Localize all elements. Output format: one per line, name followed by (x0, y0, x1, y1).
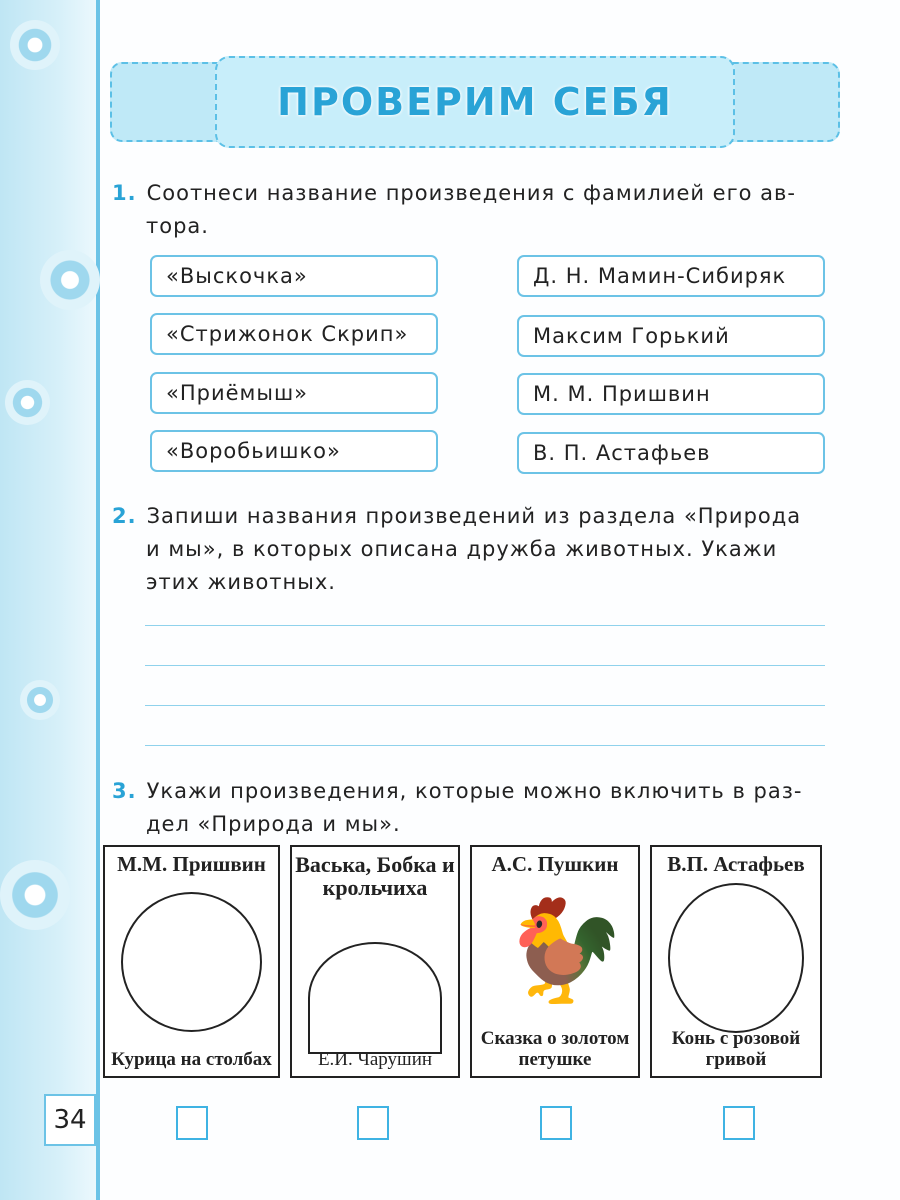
author-box[interactable]: Максим Горький (517, 315, 825, 357)
answer-line[interactable] (145, 745, 825, 746)
question-text: и мы», в которых описана дружба животных. Укажи (146, 537, 778, 561)
flower-icon (5, 380, 50, 425)
question-text: этих животных. (146, 570, 336, 594)
question-number: 2. (112, 504, 137, 528)
decorative-side-strip (0, 0, 100, 1200)
card-author: Е.И. Чарушин (317, 1049, 433, 1070)
hen-illustration (121, 892, 262, 1032)
card-title: Курица на столбах (111, 1049, 272, 1070)
title-box[interactable]: «Воробьишко» (150, 430, 438, 472)
book-card (650, 845, 822, 1078)
question-text: Запиши названия произведений из раздела «Природа (146, 504, 802, 528)
header-title-tab (215, 56, 735, 148)
checkbox[interactable] (540, 1106, 572, 1140)
card-author: М.М. Пришвин (117, 852, 266, 876)
checkbox[interactable] (357, 1106, 389, 1140)
checkbox[interactable] (723, 1106, 755, 1140)
question-text: Соотнеси название произведения с фамилией его ав- (146, 181, 796, 205)
question-text: тора. (146, 214, 209, 238)
author-box[interactable]: М. М. Пришвин (517, 373, 825, 415)
author-box[interactable]: Д. Н. Мамин-Сибиряк (517, 255, 825, 297)
flower-icon (10, 20, 60, 70)
question-3 (112, 775, 802, 841)
card-title: Сказка о золотом петушке (480, 1028, 630, 1070)
answer-line[interactable] (145, 625, 825, 626)
card-title: Конь с розовой гривой (671, 1028, 801, 1070)
question-text: Укажи произведения, которые можно включить в раз- (146, 779, 803, 803)
question-number: 3. (112, 779, 137, 803)
card-author: А.С. Пушкин (491, 852, 619, 876)
title-box[interactable]: «Приёмыш» (150, 372, 438, 414)
card-author: В.П. Астафьев (667, 852, 805, 876)
book-card (470, 845, 640, 1078)
checkbox[interactable] (176, 1106, 208, 1140)
flower-icon (20, 680, 60, 720)
author-box[interactable]: В. П. Астафьев (517, 432, 825, 474)
question-number: 1. (112, 181, 137, 205)
book-card (103, 845, 280, 1078)
page-title: ПРОВЕРИМ СЕБЯ (277, 80, 673, 124)
strip-edge (96, 0, 100, 1200)
answer-line[interactable] (145, 705, 825, 706)
rooster-illustration: 🐓 (502, 896, 627, 1007)
rabbits-illustration (308, 942, 442, 1054)
title-box[interactable]: «Стрижонок Скрип» (150, 313, 438, 355)
answer-line[interactable] (145, 665, 825, 666)
page-number: 34 (44, 1094, 96, 1146)
flower-icon (40, 250, 100, 310)
question-1 (112, 177, 796, 243)
flower-icon (0, 860, 70, 930)
card-title: Васька, Бобка и крольчиха (295, 852, 455, 900)
gingerbread-horse-illustration (668, 883, 804, 1033)
book-card (290, 845, 460, 1078)
question-2 (112, 500, 801, 599)
title-box[interactable]: «Выскочка» (150, 255, 438, 297)
question-text: дел «Природа и мы». (146, 812, 401, 836)
